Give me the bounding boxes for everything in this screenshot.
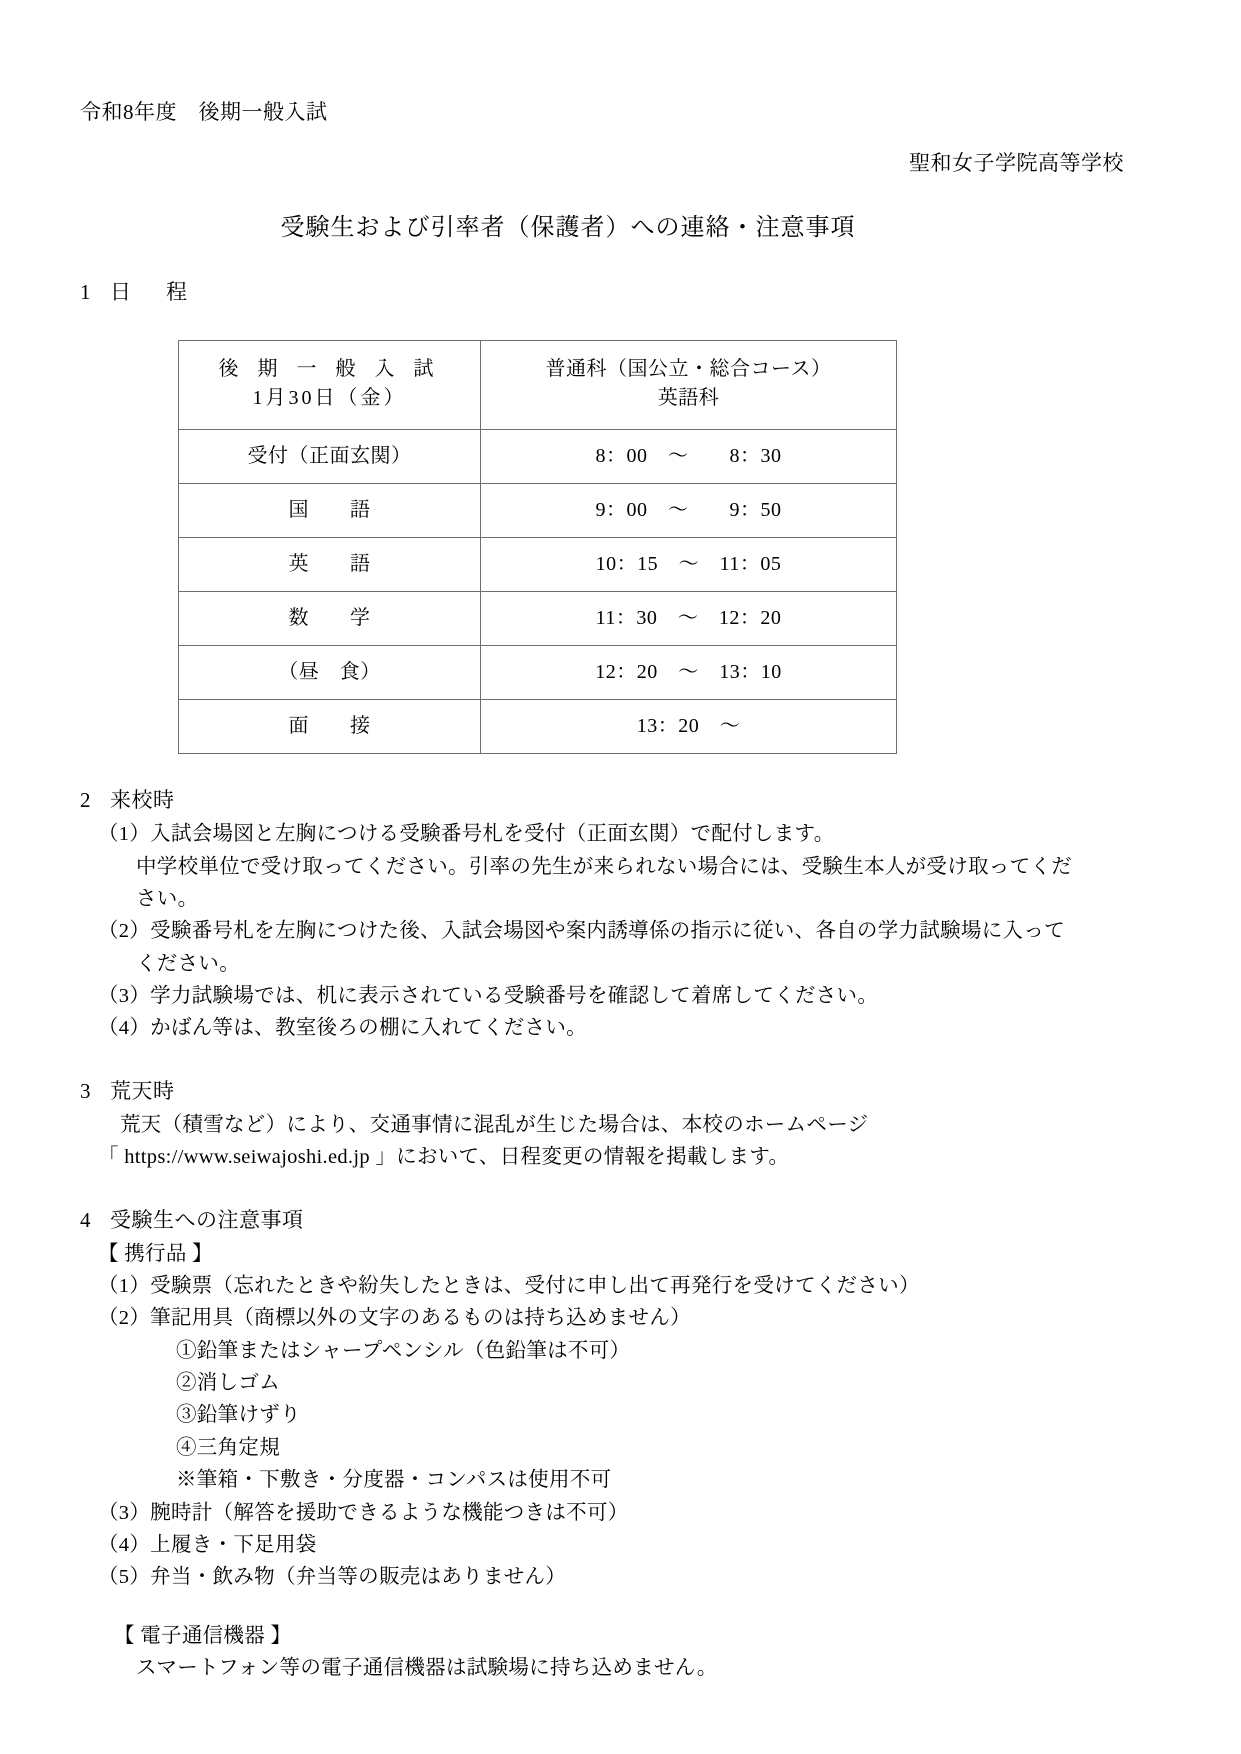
arrival-item-1-line-2: 中学校単位で受け取ってください。引率の先生が来られない場合には、受験生本人が受け取ってくだ <box>136 855 1072 878</box>
section-number-4: 4 <box>80 1207 91 1232</box>
arrival-item-2-line-2: ください。 <box>136 952 240 975</box>
table-row <box>179 538 897 592</box>
section-heading-storm <box>80 1075 1146 1105</box>
schedule-label-0: 受付（正面玄関） <box>179 430 481 484</box>
storm-quote-close-text: 」において、日程変更の情報を掲載します。 <box>375 1146 790 1169</box>
arrival-item-1-line-3: さい。 <box>136 887 199 910</box>
schedule-time-2: 10：15 ～ 11：05 <box>481 538 897 592</box>
carry-item-3: （3）腕時計（解答を援助できるような機能つきは不可） <box>98 1501 629 1524</box>
table-header-course-cell <box>481 341 897 430</box>
schedule-table <box>178 340 897 754</box>
schedule-time-0: 8：00 ～ 8：30 <box>481 430 897 484</box>
section-label-3: 荒天時 <box>110 1078 175 1103</box>
arrival-item-3: （3）学力試験場では、机に表示されている受験番号を確認して着席してください。 <box>98 985 879 1008</box>
section-label-1: 日 程 <box>110 280 194 305</box>
table-row <box>179 700 897 754</box>
schedule-label-1: 国 語 <box>179 484 481 538</box>
storm-line-2 <box>80 1141 1146 1173</box>
carry-item-2-sub-4: ④三角定規 <box>176 1436 280 1459</box>
device-heading: 【 電子通信機器 】 <box>114 1624 292 1647</box>
section-number-1: 1 <box>80 280 91 305</box>
storm-body <box>80 1109 1146 1174</box>
schedule-label-5: 面 接 <box>179 700 481 754</box>
carry-item-4: （4）上履き・下足用袋 <box>98 1533 317 1556</box>
table-header-exam-name: 後 期 一 般 入 試 <box>218 358 441 381</box>
spacer <box>80 1594 1146 1620</box>
section-heading-schedule <box>80 276 1146 306</box>
carry-item-1: （1）受験票（忘れたときや紛失したときは、受付に申し出て再発行を受けてください） <box>98 1274 920 1297</box>
document-header-school-name: 聖和女子学院高等学校 <box>909 151 1124 176</box>
arrival-item-1-line-1: （1）入試会場図と左胸につける受験番号札を受付（正面玄関）で配付します。 <box>98 823 835 846</box>
notes-body <box>80 1238 1146 1685</box>
schedule-time-1: 9：00 ～ 9：50 <box>481 484 897 538</box>
table-header-course-english: 英語科 <box>657 387 720 410</box>
carry-item-2-sub-2: ②消しゴム <box>176 1372 280 1395</box>
table-header-course-general: 普通科（国公立・総合コース） <box>545 358 832 381</box>
section-label-2: 来校時 <box>110 788 175 813</box>
document-header-left: 令和8年度 後期一般入試 <box>80 100 328 124</box>
schedule-label-4: （昼 食） <box>179 646 481 700</box>
schedule-time-5: 13：20 ～ <box>481 700 897 754</box>
section-heading-notes <box>80 1204 1146 1234</box>
carry-item-2-sub-3: ③鉛筆けずり <box>176 1404 301 1427</box>
table-row <box>179 646 897 700</box>
carry-item-2-sub-1: ①鉛筆またはシャープペンシル（色鉛筆は不可） <box>176 1339 631 1362</box>
schedule-time-4: 12：20 ～ 13：10 <box>481 646 897 700</box>
arrival-item-2-line-1: （2）受験番号札を左胸につけた後、入試会場図や案内誘導係の指示に従い、各自の学力試験場に入って <box>98 920 1065 943</box>
arrival-item-4: （4）かばん等は、教室後ろの棚に入れてください。 <box>98 1017 587 1040</box>
school-website-url[interactable]: https://www.seiwajoshi.ed.jp <box>124 1146 370 1169</box>
document-title: 受験生および引率者（保護者）への連絡・注意事項 <box>280 215 856 242</box>
table-row <box>179 430 897 484</box>
schedule-label-2: 英 語 <box>179 538 481 592</box>
table-header-exam-cell <box>179 341 481 430</box>
section-number-2: 2 <box>80 788 91 813</box>
section-heading-arrival <box>80 784 1146 814</box>
schedule-time-3: 11：30 ～ 12：20 <box>481 592 897 646</box>
table-header-row <box>179 341 897 430</box>
device-note-line: スマートフォン等の電子通信機器は試験場に持ち込めません。 <box>136 1657 718 1680</box>
arrival-list <box>80 818 1146 1045</box>
carry-items-heading: 【 携行品 】 <box>98 1242 213 1265</box>
schedule-table-wrapper <box>80 340 1146 754</box>
carry-item-5: （5）弁当・飲み物（弁当等の販売はありません） <box>98 1566 567 1589</box>
carry-item-2: （2）筆記用具（商標以外の文字のあるものは持ち込めません） <box>98 1307 691 1330</box>
schedule-label-3: 数 学 <box>179 592 481 646</box>
table-row <box>179 592 897 646</box>
section-number-3: 3 <box>80 1078 91 1103</box>
storm-line-1: 荒天（積雪など）により、交通事情に混乱が生じた場合は、本校のホームページ <box>120 1113 869 1136</box>
table-row <box>179 484 897 538</box>
carry-item-2-sub-note: ※筆箱・下敷き・分度器・コンパスは使用不可 <box>176 1469 612 1492</box>
storm-quote-open: 「 <box>98 1146 119 1169</box>
table-header-exam-date: 1月30日（金） <box>252 387 407 410</box>
section-label-4: 受験生への注意事項 <box>110 1207 304 1232</box>
